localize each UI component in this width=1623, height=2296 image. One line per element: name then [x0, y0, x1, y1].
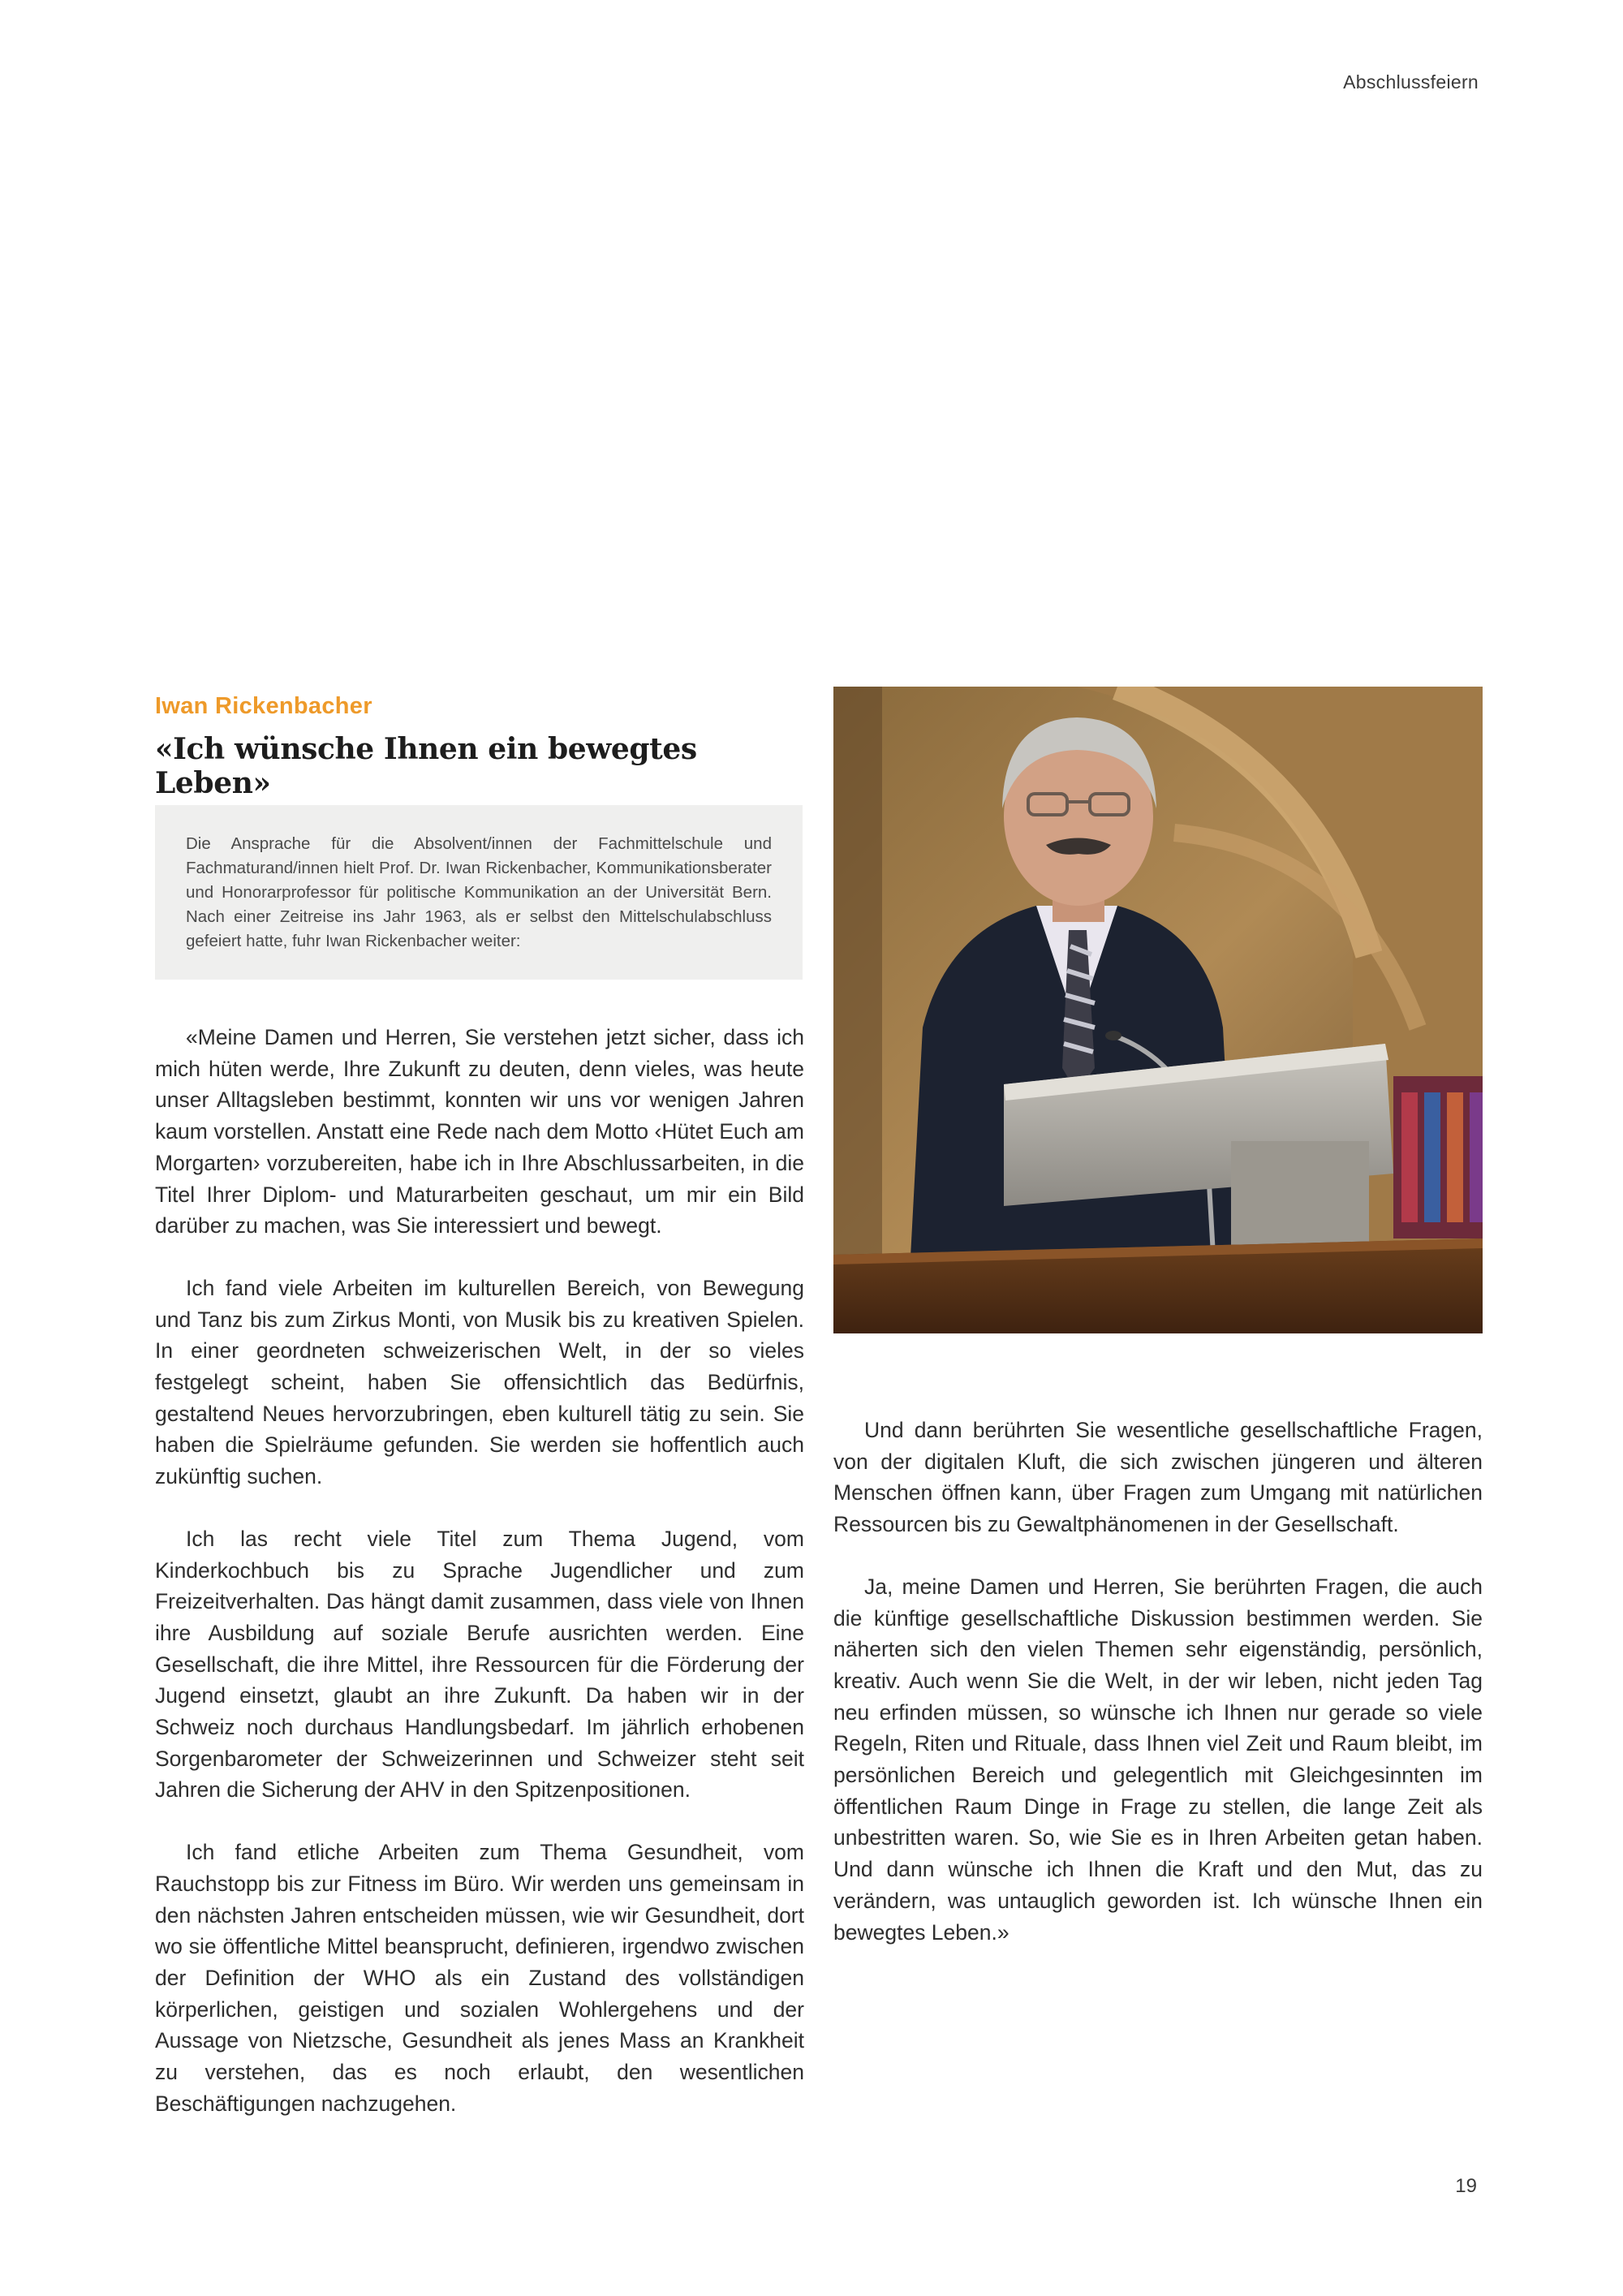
paragraph: Ich fand viele Arbeiten im kulturellen Bereich, von Bewegung und Tanz bis zum Zirkus Monti, von Musik bis zu kreativen Spielen. In einer geordneten schweizerischen Welt, in der so vieles festgelegt scheint, haben Sie offensichtlich das Bedürfnis, gestaltend Neues hervorzubringen, eben kulturell tätig zu sein. Sie haben die Spielräume gefunden. Sie werden sie hoffentlich auch zukünftig suchen.	[155, 1275, 804, 1489]
intro-text: Die Ansprache für die Absolvent/innen der Fachmittelschule und Fachmaturand/innen hielt Prof. Dr. Iwan Rickenbacher, Kommunikationsberater und Honorarprofessor für politische Kommunikation an der Universität Bern. Nach einer Zeitreise ins Jahr 1963, als er selbst den Mittelschulabschluss gefeiert hatte, fuhr Iwan Rickenbacher weiter:	[186, 834, 772, 950]
article-title: «Ich wünsche Ihnen ein bewegtes Leben»	[155, 732, 697, 800]
paragraph: Ich las recht viele Titel zum Thema Jugend, vom Kinderkochbuch bis zu Sprache Jugendlicher und zum Freizeitverhalten. Das hängt damit zusammen, dass viele von Ihnen ihre Ausbildung auf soziale Berufe ausrichten werden. Eine Gesellschaft, die ihre Mittel, ihre Ressourcen für die Förderung der Jugend einsetzt, glaubt an ihre Zukunft. Da haben wir in der Schweiz noch durchaus Handlungsbedarf. Im jährlich erhobenen Sorgenbarometer der Schweizerinnen und Schweizer steht seit Jahren die Sicherung der AHV in den Spitzenpositionen.	[155, 1526, 804, 1803]
speaker-photo	[833, 687, 1483, 1333]
running-head: Abschlussfeiern	[1343, 71, 1479, 93]
paragraph: Ich fand etliche Arbeiten zum Thema Gesundheit, vom Rauchstopp bis zur Fitness im Büro. Wir werden uns gemeinsam in den nächsten Jahren entscheiden müssen, wie wir Gesundheit, dort wo sie öffentliche Mittel beansprucht, definieren, irgendwo zwischen der Definition der WHO als ein Zustand des vollständigen körperlichen, geistigen und sozialen Wohlergehens und der Aussage von Nietzsche, Gesundheit als jenes Mass an Krankheit zu verstehen, das es noch erlaubt, den wesentlichen Beschäftigungen nachzugehen.	[155, 1840, 804, 2116]
author-name: Iwan Rickenbacher	[155, 693, 372, 719]
stained-glass-window	[1393, 1076, 1483, 1238]
right-column	[833, 1415, 1483, 1979]
page-number: 19	[1455, 2175, 1477, 2197]
intro-box	[155, 805, 803, 980]
paragraph: «Meine Damen und Herren, Sie verstehen jetzt sicher, dass ich mich hüten werde, Ihre Zukunft zu deuten, denn vieles, was heute unser Alltagsleben bestimmt, konnten wir uns vor wenigen Jahren kaum vorstellen. Anstatt eine Rede nach dem Motto ‹Hütet Euch am Morgarten› vorzubereiten, habe ich in Ihre Abschlussarbeiten, in die Titel Ihrer Diplom- und Maturarbeiten geschaut, um mir ein Bild darüber zu machen, was Sie interessiert und bewegt.	[155, 1025, 804, 1238]
paragraph: Ja, meine Damen und Herren, Sie berührten Fragen, die auch die künftige gesellschaftliche Diskussion bestimmen werden. Sie näherten sich den vielen Themen sehr eigenständig, persönlich, kreativ. Auch wenn Sie die Welt, in der wir leben, nicht jeden Tag neu erfinden müssen, so wünsche ich Ihnen nur gerade so viele Regeln, Riten und Rituale, dass Ihnen viel Zeit und Raum bleibt, im persönlichen Bereich und gelegentlich mit Gleichgesinnten im öffentlichen Raum Dinge in Frage zu stellen, die lange Zeit als unbestritten waren. So, wie Sie es in Ihren Arbeiten getan haben. Und dann wünsche ich Ihnen die Kraft und den Mut, das zu verändern, was untauglich geworden ist. Ich wünsche Ihnen ein bewegtes Leben.»	[833, 1574, 1483, 1945]
left-column	[155, 1022, 804, 2151]
paragraph: Und dann berührten Sie wesentliche gesellschaftliche Fragen, von der digitalen Kluft, die sich zwischen jüngeren und älteren Menschen öffnen kann, über Fragen zum Umgang mit natürlichen Ressourcen bis zu Gewaltphänomenen in der Gesellschaft.	[833, 1418, 1483, 1537]
